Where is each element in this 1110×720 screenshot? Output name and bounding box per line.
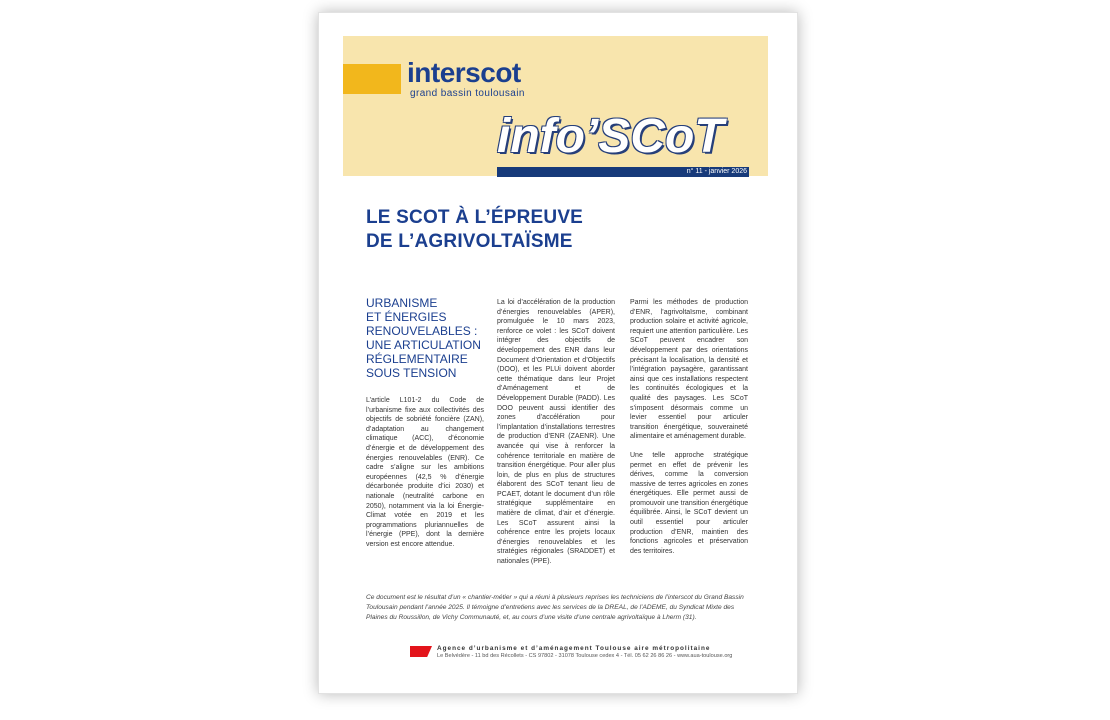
logo-subtitle: grand bassin toulousain xyxy=(410,88,525,99)
article-subtitle xyxy=(366,296,484,380)
subtitle-line: RÉGLEMENTAIRE xyxy=(366,352,468,366)
issue-number: n° 11 - janvier 2026 xyxy=(686,168,747,175)
paragraph: Une telle approche stratégique permet en effet de prévenir les dérives, comme la conversion massive de terres agricoles en zones énergétiques. Elle permet aussi de promouvoir une transition énergétique équilibrée. Ainsi, le SCoT devient un outil essentiel pour articuler production d’ENR, maintien des fonctions agricoles et préservation des territoires. xyxy=(630,451,748,555)
subtitle-line: UNE ARTICULATION xyxy=(366,338,481,352)
subtitle-line: RENOUVELABLES : xyxy=(366,324,478,338)
paragraph: La loi d’accélération de la production d’énergies renouvelables (APER), promulguée le 10 mars 2023, renforce ce volet : les SCoT doivent intégrer des objectifs de développement des ENR dans leur Document d’Orientation et d’Objectifs (DOO), et les PLUi doivent aborder cette thématique dans leur Projet d’Aménagement et de Développement Durable (PADD). Les DOO peuvent aussi identifier des zones d’accélération pour l’implantation d’installations terrestres de production d’ENR (ZAENR). Une avancée qui vise à renforcer la cohérence territoriale en matière de transition énergétique. Pour aller plus loin, de plus en plus de structures élaborent des SCoT tenant lieu de PCAET, dotant le document d’un rôle stratégique supplémentaire en matière de climat, d’air et d’énergie. Les SCoT assurent ainsi la cohérence entre les projets locaux d’énergies renouvelables et les stratégies régionales (SRADDET) et nationales (PPE). xyxy=(497,299,615,566)
subtitle-line: SOUS TENSION xyxy=(366,366,457,380)
subtitle-line: ET ÉNERGIES xyxy=(366,310,447,324)
text-column-2 xyxy=(497,298,615,576)
article-title xyxy=(366,206,746,254)
paragraph: L’article L101-2 du Code de l’urbanisme fixe aux collectivités des objectifs de sobriété foncière (ZAN), d’adaptation au changement climatique (ACC), d’économie d’énergie et de développement des énergies renouvelables (ENR). Ce cadre s’aligne sur les ambitions européennes (42,5 % d’énergie décarbonée produite d’ici 2030) et nationale (neutralité carbone en 2050), notamment via la loi Énergie-Climat votée en 2019 et les programmations pluriannuelles de l’énergie (PPE), dont la dernière version est encore attendue. xyxy=(366,397,484,548)
agency-address: Le Belvédère - 11 bd des Récollets - CS 97802 - 31078 Toulouse cedex 4 - Tél. 05 62 26 86 26 - www.aua-toulouse.org xyxy=(437,653,733,659)
article-title-line: LE SCOT À L’ÉPREUVE xyxy=(366,207,584,228)
agency-name: Agence d’urbanisme et d’aménagement Toulouse aire métropolitaine xyxy=(437,645,711,652)
text-column-1 xyxy=(366,396,484,559)
article-title-line: DE L’AGRIVOLTAÏSME xyxy=(366,231,573,252)
logo-name: interscot xyxy=(407,57,521,88)
paragraph: Parmi les méthodes de production d’ENR, l’agrivoltaïsme, combinant production solaire et activité agricole, requiert une attention particulière. Les SCoT peuvent encadrer son développement par des orientations précisant la localisation, la densité et l’intégration paysagère, garantissant ainsi que ces installations respectent les continuités écologiques et la qualité des paysages. Les SCoT s’imposent désormais comme un levier essentiel pour articuler transition énergétique, souveraineté alimentaire et aménagement durable. xyxy=(630,299,748,441)
footnote: Ce document est le résultat d’un « chantier-métier » qui a réuni à plusieurs reprises les techniciens de l’interscot du Grand Bassin Toulousain pendant l’année 2025. Il témoigne d’entretiens avec les services de la DREAL, de l’ADEME, du Syndicat Mixte des Plaines du Roussillon, de Vichy Communauté, et, au cours d’une visite d’une centrale agrivoltaïque à Lherm (31). xyxy=(366,594,744,621)
publication-title: info’SCoT xyxy=(497,110,724,163)
issue-bar xyxy=(497,167,749,177)
text-column-3 xyxy=(630,298,748,565)
logo-mark xyxy=(343,64,401,94)
subtitle-line: URBANISME xyxy=(366,296,438,310)
